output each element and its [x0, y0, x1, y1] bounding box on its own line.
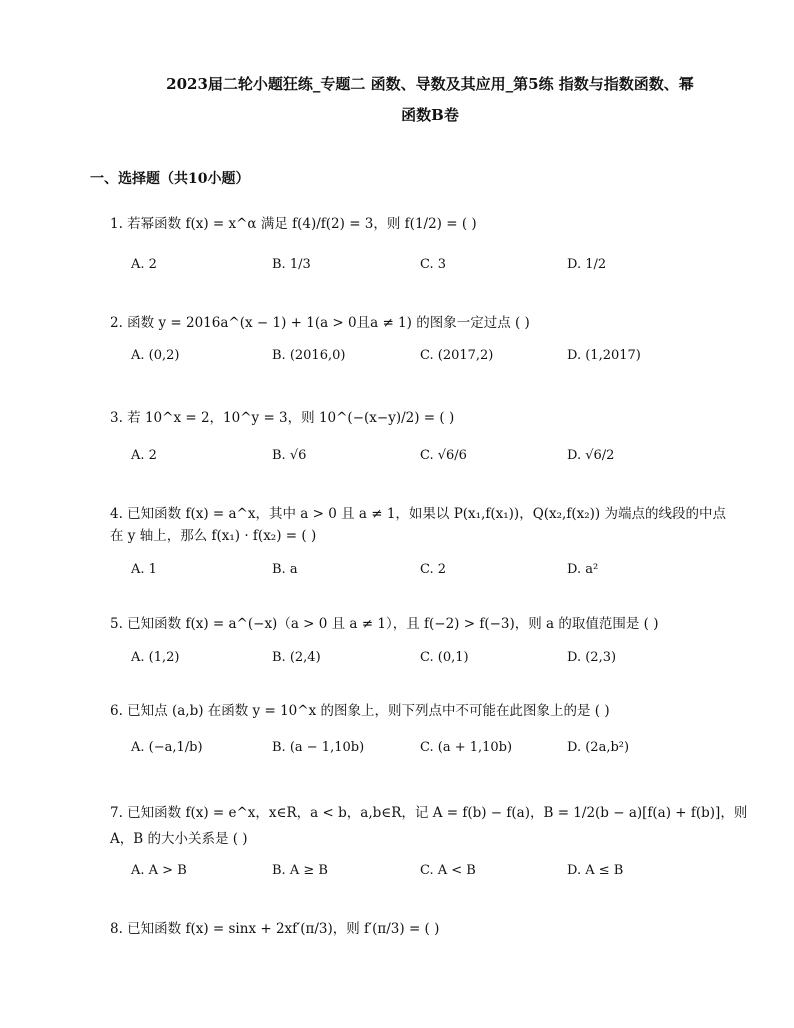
- document-title-line1: 2023届二轮小题狂练_专题二 函数、导数及其应用_第5练 指数与指数函数、幂: [166, 75, 694, 93]
- option-a: A. A > B: [131, 863, 187, 878]
- question-5: 5. 已知函数 f(x) = a^(−x)（a > 0 且 a ≠ 1），且 f(−2) > f(−3)，则 a 的取值范围是 ( ): [110, 616, 659, 632]
- question-3: 3. 若 10^x = 2，10^y = 3，则 10^(−(x−y)/2) = ( ): [110, 410, 455, 426]
- question-4-continued: 在 y 轴上，那么 f(x₁) · f(x₂) = ( ): [110, 528, 317, 544]
- question-1: 1. 若幂函数 f(x) = x^α 满足 f(4)/f(2) = 3，则 f(1/2) = ( ): [110, 216, 477, 232]
- question-4-options: [131, 562, 691, 584]
- option-a: A. 2: [131, 257, 157, 272]
- question-6: 6. 已知点 (a,b) 在函数 y = 10^x 的图象上，则下列点中不可能在此图象上的是 ( ): [110, 703, 610, 719]
- option-b: B. (2016,0): [272, 348, 346, 363]
- section-heading: 一、选择题（共10小题）: [90, 171, 250, 187]
- option-b: B. 1/3: [272, 257, 311, 272]
- question-1-options: [131, 257, 691, 279]
- option-a: A. 2: [131, 448, 157, 463]
- question-7: 7. 已知函数 f(x) = e^x，x∈R，a < b，a,b∈R，记 A = f(b) − f(a)，B = 1/2(b − a)[f(a) + f(b)]，则: [110, 805, 748, 821]
- option-a: A. (0,2): [131, 348, 180, 363]
- option-c: C. (a + 1,10b): [420, 740, 513, 755]
- option-d: D. a²: [567, 562, 599, 577]
- option-a: A. (−a,1/b): [131, 740, 203, 755]
- question-2: 2. 函数 y = 2016a^(x − 1) + 1(a > 0且a ≠ 1) 的图象一定过点 ( ): [110, 315, 530, 331]
- option-c: C. √6/6: [420, 448, 467, 463]
- question-2-options: [131, 348, 691, 370]
- option-b: B. (a − 1,10b): [272, 740, 365, 755]
- document-title-line2: 函数B卷: [401, 106, 459, 124]
- question-6-options: [131, 740, 691, 762]
- option-a: A. (1,2): [131, 650, 180, 665]
- option-c: C. 3: [420, 257, 447, 272]
- option-c: C. (2017,2): [420, 348, 494, 363]
- option-b: B. a: [272, 562, 298, 577]
- option-d: D. A ≤ B: [567, 863, 624, 878]
- option-a: A. 1: [131, 562, 157, 577]
- option-d: D. (2,3): [567, 650, 617, 665]
- option-d: D. (1,2017): [567, 348, 641, 363]
- question-5-options: [131, 650, 691, 672]
- option-b: B. √6: [272, 448, 307, 463]
- option-d: D. (2a,b²): [567, 740, 630, 755]
- question-7-continued: A，B 的大小关系是 ( ): [110, 831, 248, 847]
- option-c: C. (0,1): [420, 650, 469, 665]
- question-7-options: [131, 863, 691, 885]
- option-c: C. A < B: [420, 863, 476, 878]
- option-b: B. (2,4): [272, 650, 321, 665]
- option-c: C. 2: [420, 562, 447, 577]
- option-d: D. √6/2: [567, 448, 615, 463]
- question-4: 4. 已知函数 f(x) = a^x，其中 a > 0 且 a ≠ 1，如果以 P(x₁,f(x₁))，Q(x₂,f(x₂)) 为端点的线段的中点: [110, 506, 726, 522]
- option-d: D. 1/2: [567, 257, 607, 272]
- question-3-options: [131, 448, 691, 470]
- option-b: B. A ≥ B: [272, 863, 328, 878]
- question-8: 8. 已知函数 f(x) = sinx + 2xf′(π/3)，则 f′(π/3) = ( ): [110, 921, 440, 937]
